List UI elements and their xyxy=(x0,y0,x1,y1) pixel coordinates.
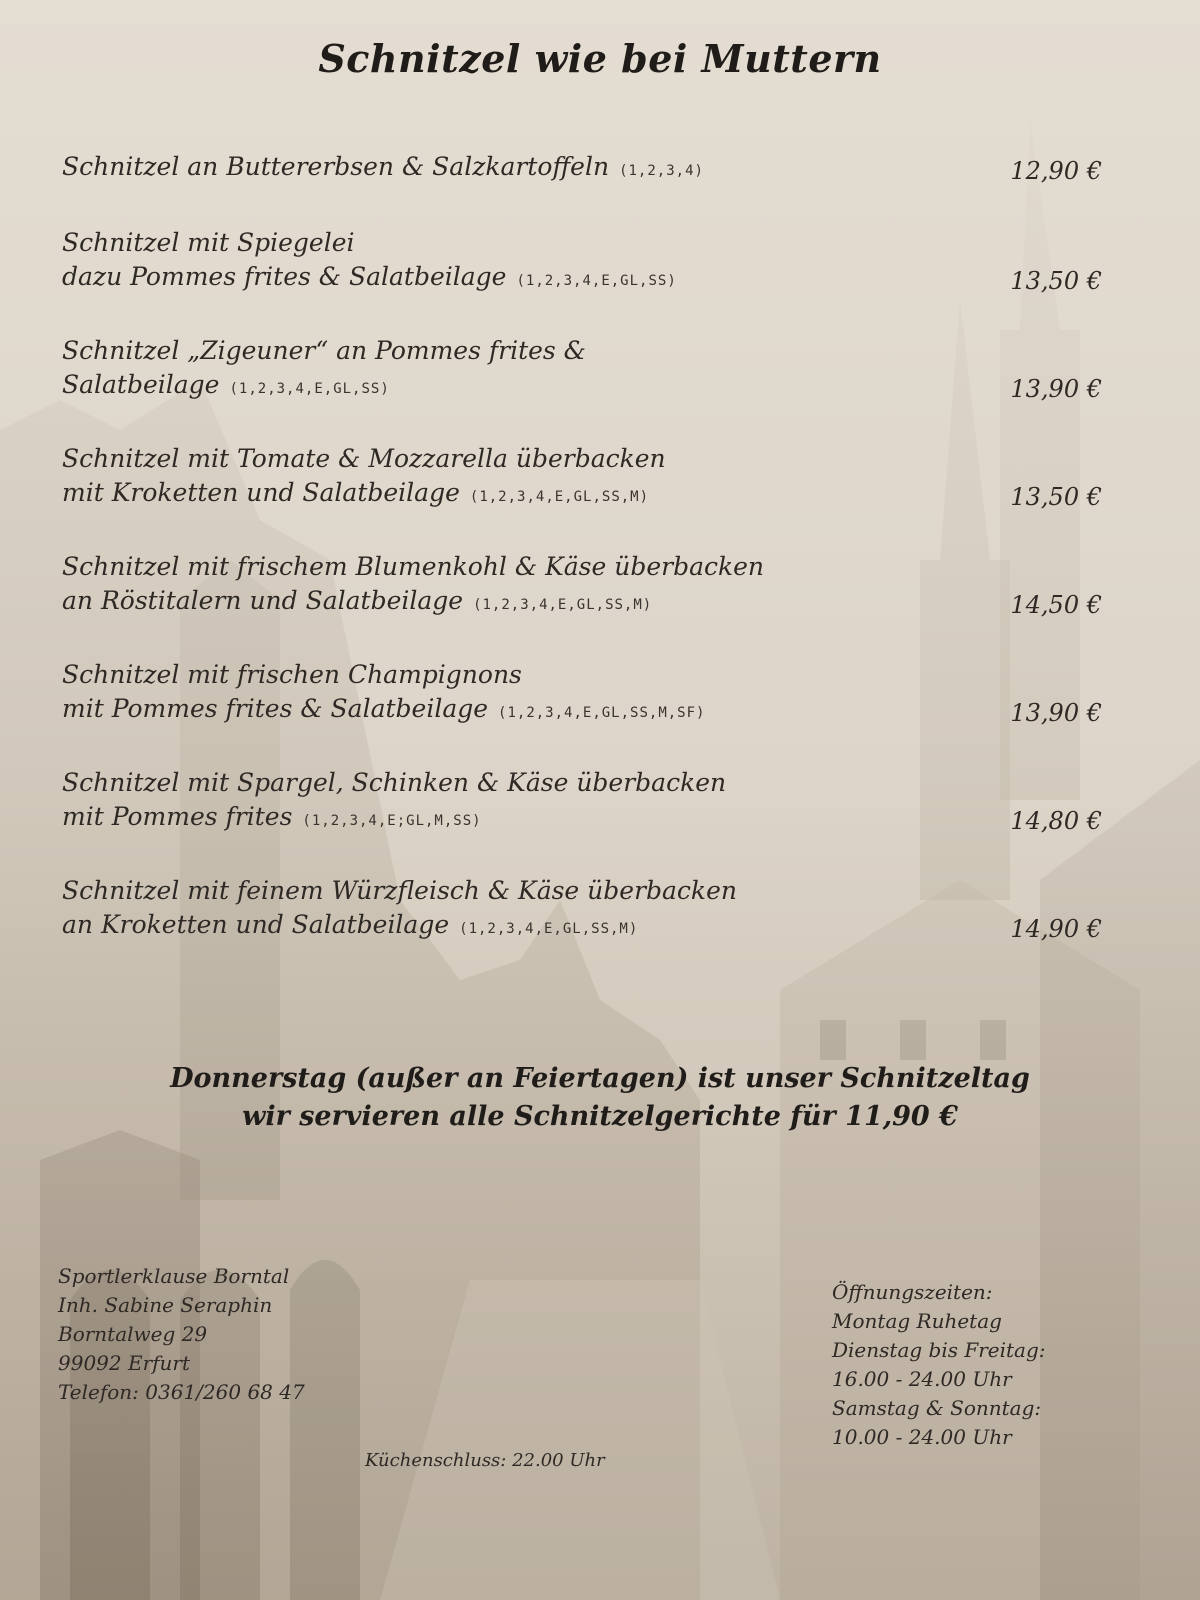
city: 99092 Erfurt xyxy=(58,1351,191,1375)
opening-hours-line: Dienstag bis Freitag: xyxy=(832,1338,1046,1362)
item-price: 13,90 € xyxy=(1010,375,1102,403)
promo-line: Donnerstag (außer an Feiertagen) ist unser Schnitzeltag xyxy=(170,1063,1030,1094)
opening-hours-line: 16.00 - 24.00 Uhr xyxy=(832,1367,1012,1391)
allergen-codes: (1,2,3,4,E,GL,SS,M,SF) xyxy=(498,705,706,721)
menu-item xyxy=(62,766,1102,838)
menu-title: Schnitzel wie bei Muttern xyxy=(318,36,882,81)
item-description-line xyxy=(62,908,1102,946)
menu-item xyxy=(62,150,1102,188)
street-address: Borntalweg 29 xyxy=(58,1322,208,1346)
item-name: Schnitzel mit Tomate & Mozzarella überbacken xyxy=(62,444,666,473)
item-name: Schnitzel „Zigeuner“ an Pommes frites & xyxy=(62,336,586,365)
item-name: Schnitzel mit Spargel, Schinken & Käse überbacken xyxy=(62,768,727,797)
item-name: Schnitzel mit feinem Würzfleisch & Käse überbacken xyxy=(62,876,737,905)
item-price: 13,50 € xyxy=(1010,267,1102,295)
item-description-line xyxy=(62,800,1102,838)
item-name-line xyxy=(62,150,1102,188)
item-description: mit Pommes frites xyxy=(62,802,293,831)
item-name: Schnitzel mit frischen Champignons xyxy=(62,660,522,689)
allergen-codes: (1,2,3,4,E,GL,SS,M) xyxy=(459,921,639,937)
opening-hours-block xyxy=(832,1278,1046,1452)
item-price: 14,80 € xyxy=(1010,807,1102,835)
item-description: mit Pommes frites & Salatbeilage xyxy=(62,694,489,723)
opening-hours-line: 10.00 - 24.00 Uhr xyxy=(832,1425,1012,1449)
opening-hours-heading: Öffnungszeiten: xyxy=(832,1280,993,1304)
promo-line: wir servieren alle Schnitzelgerichte für 11,90 € xyxy=(242,1101,958,1132)
item-description-line xyxy=(62,584,1102,622)
owner-name: Inh. Sabine Seraphin xyxy=(58,1293,273,1317)
item-description: an Röstitalern und Salatbeilage xyxy=(62,586,464,615)
menu-item xyxy=(62,874,1102,946)
item-price: 13,50 € xyxy=(1010,483,1102,511)
allergen-codes: (1,2,3,4,E,GL,SS) xyxy=(516,273,677,289)
allergen-codes: (1,2,3,4,E,GL,SS) xyxy=(229,381,390,397)
item-name: Schnitzel mit Spiegelei xyxy=(62,228,355,257)
menu-item xyxy=(62,334,1102,406)
promo-banner xyxy=(0,1060,1200,1136)
menu-item xyxy=(62,226,1102,298)
opening-hours-line: Montag Ruhetag xyxy=(832,1309,1002,1333)
address-block xyxy=(58,1262,305,1407)
opening-hours-line: Samstag & Sonntag: xyxy=(832,1396,1042,1420)
item-name: Schnitzel mit frischem Blumenkohl & Käse überbacken xyxy=(62,552,765,581)
item-description: mit Kroketten und Salatbeilage xyxy=(62,478,460,507)
allergen-codes: (1,2,3,4) xyxy=(619,163,704,179)
menu-item xyxy=(62,550,1102,622)
menu-item xyxy=(62,442,1102,514)
item-description: an Kroketten und Salatbeilage xyxy=(62,910,450,939)
item-description: Salatbeilage xyxy=(62,370,220,399)
item-description-line xyxy=(62,476,1102,514)
item-price: 14,90 € xyxy=(1010,915,1102,943)
item-price: 12,90 € xyxy=(1010,157,1102,185)
menu-item xyxy=(62,658,1102,730)
item-description-line xyxy=(62,692,1102,730)
item-name: Schnitzel an Buttererbsen & Salzkartoffeln xyxy=(62,152,610,181)
restaurant-name: Sportlerklause Borntal xyxy=(58,1264,290,1288)
allergen-codes: (1,2,3,4,E,GL,SS,M) xyxy=(469,489,650,505)
item-description: dazu Pommes frites & Salatbeilage xyxy=(62,262,507,291)
allergen-codes: (1,2,3,4,E;GL,M,SS) xyxy=(302,813,482,829)
allergen-codes: (1,2,3,4,E,GL,SS,M) xyxy=(473,597,653,613)
item-price: 14,50 € xyxy=(1010,591,1102,619)
item-price: 13,90 € xyxy=(1010,699,1102,727)
phone-number: Telefon: 0361/260 68 47 xyxy=(58,1380,305,1404)
item-description-line xyxy=(62,260,1102,298)
item-description-line xyxy=(62,368,1102,406)
kitchen-closing-time: Küchenschluss: 22.00 Uhr xyxy=(365,1450,605,1471)
